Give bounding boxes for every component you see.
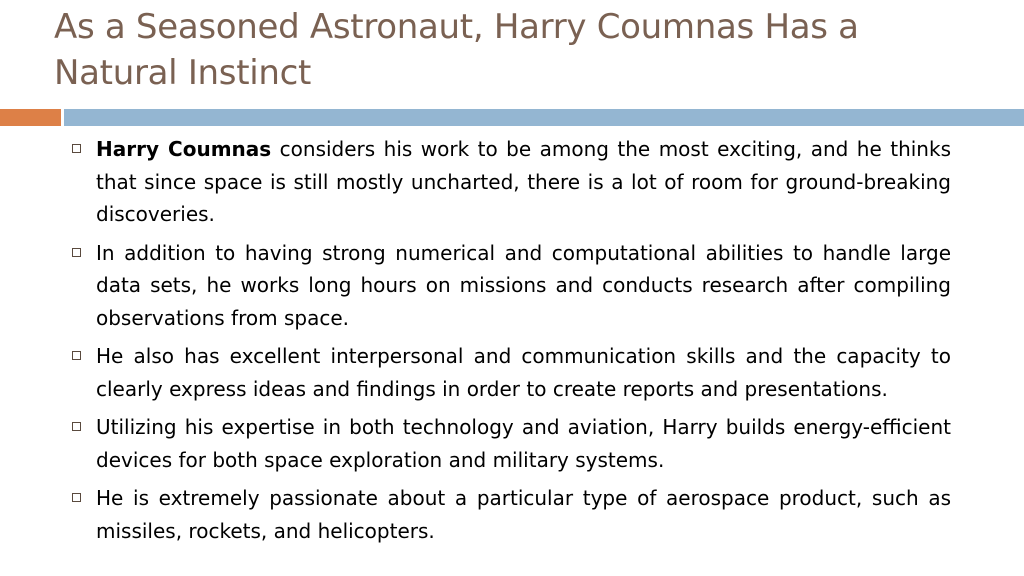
bullet-item [70, 237, 951, 335]
hollow-square-bullet-icon [72, 422, 81, 431]
bullet-text: He is extremely passionate about a particular type of aerospace product, such as missiles, rockets, and helicopters. [96, 486, 951, 543]
bullet-text: He also has excellent interpersonal and communication skills and the capacity to clearly express ideas and findings in order to create reports and presentations. [96, 344, 951, 401]
bullet-item [70, 340, 951, 405]
bullet-text: In addition to having strong numerical and computational abilities to handle large data sets, he works long hours on missions and conducts research after compiling observations from space. [96, 240, 951, 330]
bullet-item [70, 133, 951, 231]
hollow-square-bullet-icon [72, 248, 81, 257]
title-underline-bar [64, 109, 1024, 126]
hollow-square-bullet-icon [72, 351, 81, 360]
bullet-item [70, 482, 951, 547]
hollow-square-bullet-icon [72, 144, 81, 153]
bullet-list [70, 133, 951, 553]
slide-title: As a Seasoned Astronaut, Harry Coumnas Has a Natural Instinct [54, 7, 859, 93]
bullet-text: Utilizing his expertise in both technology and aviation, Harry builds energy-efficient devices for both space exploration and military systems. [96, 415, 951, 472]
bullet-text: considers his work to be among the most exciting, and he thinks that since space is still mostly uncharted, there is a lot of room for ground-breaking discoveries. [96, 137, 951, 226]
title-accent-bar [0, 109, 61, 126]
bullet-item [70, 411, 951, 476]
bullet-lead-text: Harry Coumnas [96, 137, 272, 161]
hollow-square-bullet-icon [72, 493, 81, 502]
